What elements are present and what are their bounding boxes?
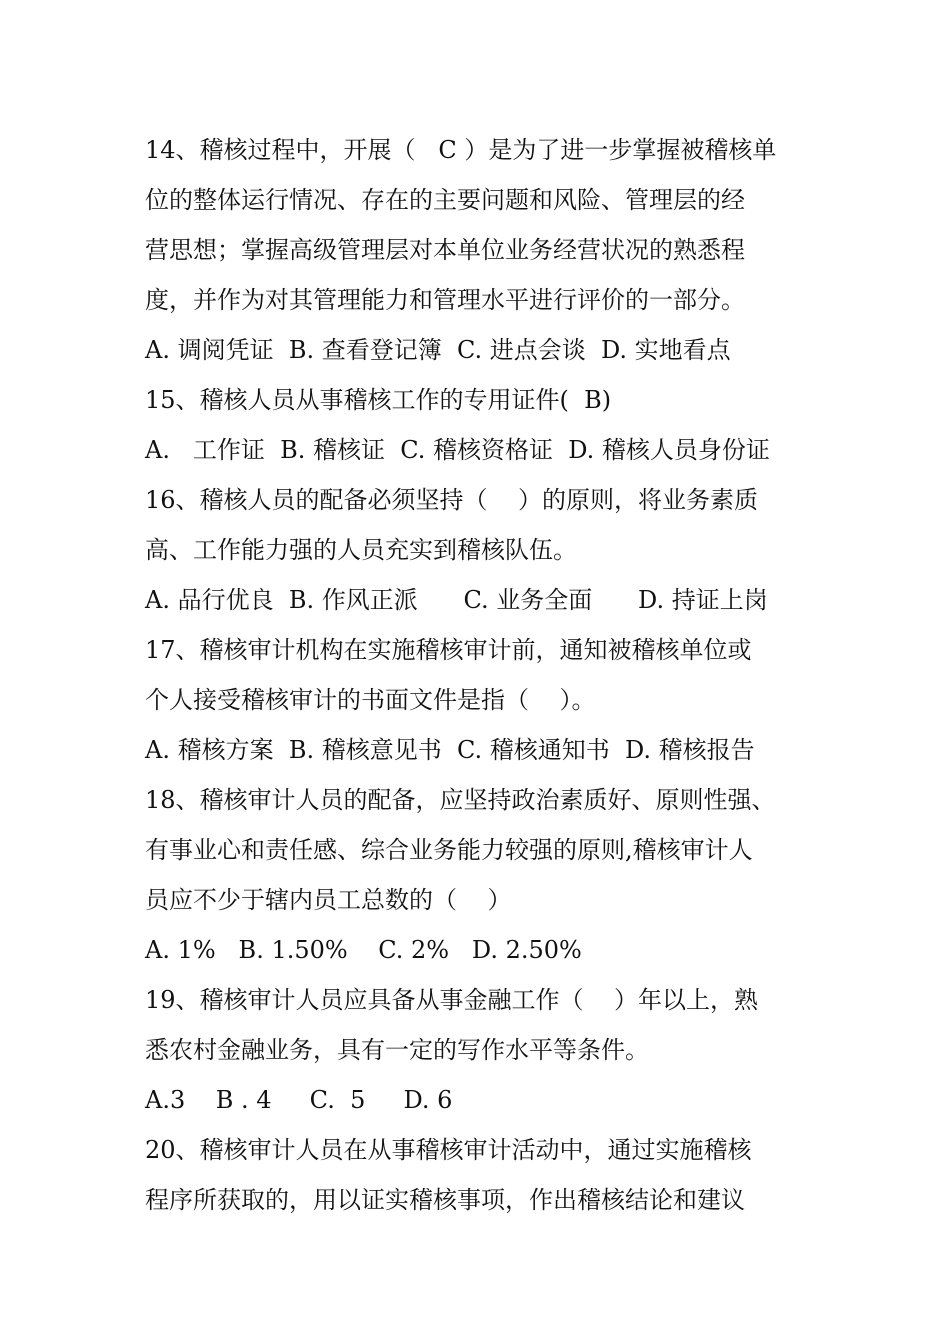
- question-17-line-2: 个人接受稽核审计的书面文件是指（ ）。: [145, 686, 596, 714]
- question-16-line-2: 高、工作能力强的人员充实到稽核队伍。: [145, 536, 577, 564]
- question-19-options: A.3 B . 4 C. 5 D. 6: [145, 1086, 453, 1114]
- question-20-line-1: 20、稽核审计人员在从事稽核审计活动中，通过实施稽核: [145, 1136, 752, 1164]
- question-20-line-2: 程序所获取的，用以证实稽核事项，作出稽核结论和建议: [145, 1186, 745, 1214]
- question-14-line-2: 位的整体运行情况、存在的主要问题和风险、管理层的经: [145, 186, 745, 214]
- question-19-line-2: 悉农村金融业务，具有一定的写作水平等条件。: [145, 1036, 649, 1064]
- question-16-options: A. 品行优良 B. 作风正派 C. 业务全面 D. 持证上岗: [145, 586, 768, 614]
- question-15-line-1: 15、稽核人员从事稽核工作的专用证件( B): [145, 386, 612, 414]
- question-19-line-1: 19、稽核审计人员应具备从事金融工作（ ）年以上，熟: [145, 986, 759, 1014]
- document-body: [145, 125, 835, 1225]
- question-18-line-3: 员应不少于辖内员工总数的（ ）: [145, 886, 512, 914]
- question-17-options: A. 稽核方案 B. 稽核意见书 C. 稽核通知书 D. 稽核报告: [145, 736, 755, 764]
- question-14-line-3: 营思想；掌握高级管理层对本单位业务经营状况的熟悉程: [145, 236, 745, 264]
- question-18-line-2: 有事业心和责任感、综合业务能力较强的原则,稽核审计人: [145, 836, 753, 864]
- question-18-line-1: 18、稽核审计人员的配备，应坚持政治素质好、原则性强、: [145, 786, 776, 814]
- question-16-line-1: 16、稽核人员的配备必须坚持（ ）的原则，将业务素质: [145, 486, 759, 514]
- question-14-line-4: 度，并作为对其管理能力和管理水平进行评价的一部分。: [145, 286, 745, 314]
- question-18-options: A. 1% B. 1.50% C. 2% D. 2.50%: [145, 936, 582, 964]
- question-17-line-1: 17、稽核审计机构在实施稽核审计前，通知被稽核单位或: [145, 636, 752, 664]
- question-14-options: A. 调阅凭证 B. 查看登记簿 C. 进点会谈 D. 实地看点: [145, 336, 731, 364]
- question-15-options: A. 工作证 B. 稽核证 C. 稽核资格证 D. 稽核人员身份证: [145, 436, 770, 464]
- question-14-line-1: 14、稽核过程中，开展（ C ）是为了进一步掌握被稽核单: [145, 136, 777, 164]
